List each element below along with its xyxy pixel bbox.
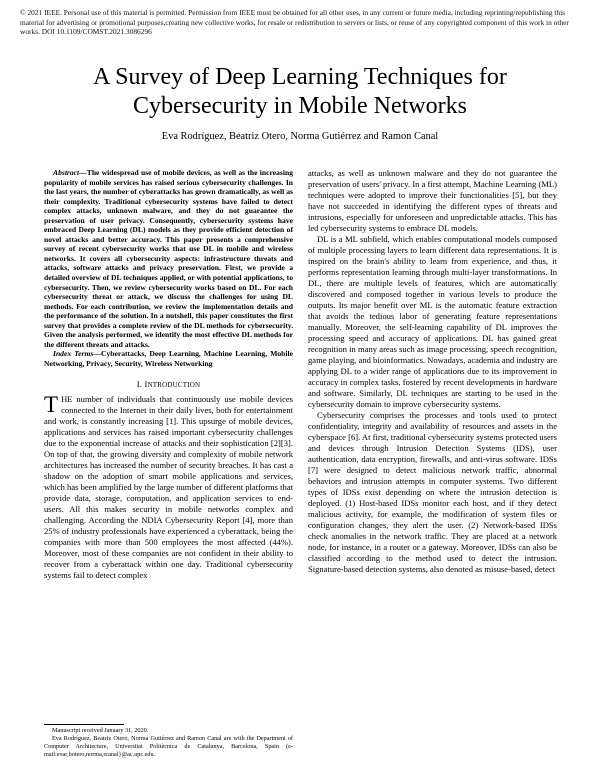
index-terms-separator: — [93,349,101,359]
abstract-label: Abstract [53,168,80,177]
index-terms-label: Index Terms [53,349,94,359]
copyright-notice: © 2021 IEEE. Personal use of this material is permitted. Permission from IEEE must be obtained for all other uses, in any current or future media, including reprinting/republishing this material for advertising or promotional purposes,creating new collective works, for resale or redistribution to servers or lists, or reuse of any copyrighted component of this work in other works. DOI 10.1109/COMST.2021.3086296 [20,8,569,37]
section-heading-introduction [44,378,293,391]
footnote-received: Manuscript received January 31, 2020. [52,727,149,734]
footnote-affiliation: Eva Rodríguez, Beatriz Otero, Norma Gutiérrez and Ramon Canal are with the Department of Computer Architecture, Universitat Politècnica de Catalunya, Barcelona, Spain (e-mail:evar,botero,norma,rcanal}@ac.upc.edu. [44,735,293,758]
paper-title-line2: Cybersecurity in Mobile Networks [133,93,467,119]
footnote [44,727,293,759]
paper-title-line1: A Survey of Deep Learning Techniques for [93,64,507,90]
author-list: Eva Rodríguez, Beatriz Otero, Norma Gutiérrez and Ramon Canal [161,131,439,142]
intro-paragraph-1 [44,394,293,581]
body-paragraph-cybersecurity: Cybersecurity comprises the processes and tools used to protect confidentiality, integrity and availability of resources and assets in the cyberspace [6]. At first, traditional cybersecurity systems protected users and devices through Intrusion Detection Systems (IDS), user authentication, data encryption, firewalls, and anti-virus software. IDSs [7] were designed to detect malicious network traffic, abnormal behaviors and intrusion attempts in computer systems. Two different types of IDSs exist depending on where the intrusion detection is deployed. (1) Host-based IDSs monitor each host, and if they detect malicious activity, for example, the modification of system files or configuration changes, they alert the user. (2) Network-based IDSs check anomalies in the network traffic. They are placed at a network node, for instance, in a router or a gateway. Moreover, IDSs can also be classified according to the method used to detect the intrusion. Signature-based detection systems, also denoted as misuse-based, detect [308,410,557,574]
left-column [44,168,293,581]
body-paragraph-dl: DL is a ML subfield, which enables computational models composed of multiple processing layers to learn different data representations. It is inspired on the brain's ability to learn from experience, and thus, it performs representation learning through multi-layer transformations. In DL, there are multiple levels of features, which are automatically discovered and composed together in various levels to produce the outputs. Its major benefit over ML is the automatic feature extraction that avoids the tedious labor of generating feature representations manually. Moreover, the self-learning capability of DL improves the processing speed and accuracy of applications. DL has gained great recognition in many areas such as image processing, speech recognition, game playing, and bioinformatics. Nowadays, academia and industry are applying DL to a wider range of applications due to its improvement in accuracy in complex tasks, fostered by recent developments in hardware and software. Similarly, DL techniques are starting to be used in the cybersecurity domain to improve cybersecurity systems. [308,234,557,409]
section-heading-rest: NTRODUCTION [147,381,201,390]
abstract-text: The widespread use of mobile devices, as well as the increasing popularity of mobile services has raised serious cybersecurity challenges. In the last years, the number of cyberattacks has grown dramatically, as well as their complexity. Traditional cybersecurity systems have failed to detect complex attacks, unknown malware, and they do not guarantee the preservation of user privacy. Consequently, cybersecurity systems have embraced Deep Learning (DL) models as they provide efficient detection of novel attacks and better accuracy. This paper presents a comprehensive survey of recent cybersecurity works that use DL in mobile and wireless networks. It covers all cybersecurity aspects: infrastructure threats and attacks, software attacks and privacy preservation. First, we provide a detailed overview of DL techniques applied, or with potential applications, to cybersecurity. Then, we review cybersecurity works based on DL. For each cybersecurity threat or attack, we discuss the challenges for using DL methods. For each contribution, we review the implementation details and the performance of the solution. In a nutshell, this paper constitutes the first survey that provides a complete review of the DL methods for cybersecurity. Given the analysis performed, we identify the most effective DL methods for the different threats and attacks. [44,168,293,349]
drop-cap: T [44,392,59,418]
abstract-separator: — [79,168,87,177]
paper-title [0,63,600,121]
footnote-divider [44,724,124,725]
right-column [308,168,557,575]
abstract [44,168,293,349]
section-heading-first-letter: I [144,379,148,390]
body-paragraph-continued: attacks, as well as unknown malware and they do not guarantee the preservation of users' privacy. In a first attempt, Machine Learning (ML) techniques were adopted to improve their functionalities [5], but they have not succeeded in identifying the different types of threats and intrusions, especially for unforeseen and unpredictable attacks. This has led cybersecurity systems to embrace DL models. [308,168,557,233]
section-numeral: I. [136,379,143,390]
index-terms [44,349,293,368]
index-terms-text: Cyberattacks, Deep Learning, Machine Learning, Mobile Networking, Privacy, Security, Wireless Networking [44,349,293,368]
intro-paragraph-1-text: HE number of individuals that continuously use mobile devices connected to the Internet in their daily lives, both for entertainment and work, is constantly increasing [1]. This upsurge of mobile devices, applications and services has raised important cybersecurity challenges due to the exponential increase of attacks and their sophistication [2][3]. On top of that, the growing diversity and complexity of mobile network architectures has increased the number of security breaches. It has cast a shadow on the adoption of smart mobile applications and services, which has been amplified by the large number of different platforms that provide data, storage, computation, and application services to end-users. All this makes security in mobile networks complex and challenging. According the NDIA Cybersecurity Report [4], more than 25% of industry professionals have experienced a cyberattack, being the companies with more than 500 employees the most affected (44%). Moreover, most of these companies are not confident in their ability to recover from a cyberattack within one day. Traditional cybersecurity systems fail to detect complex [44,394,293,581]
